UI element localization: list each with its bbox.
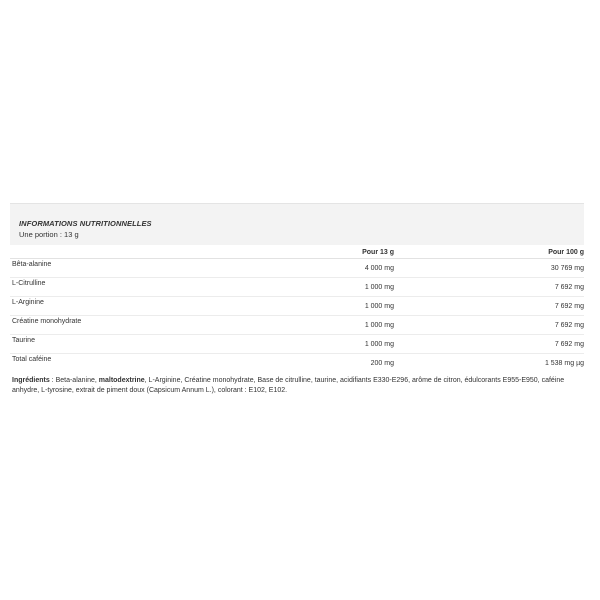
table-row — [10, 335, 584, 354]
value-per-portion: 1 000 mg — [364, 284, 394, 291]
value-per-portion: 1 000 mg — [364, 341, 394, 348]
value-per-100g: 1 538 mg µg — [544, 360, 584, 367]
value-per-100g: 30 769 mg — [550, 265, 584, 272]
nutrient-name: Taurine — [12, 337, 35, 344]
column-header-portion: Pour 13 g — [362, 249, 394, 256]
ingredients-label: Ingrédients — [12, 377, 50, 384]
nutrition-table — [10, 245, 584, 372]
portion-size: Une portion : 13 g — [19, 230, 79, 239]
value-per-portion: 200 mg — [370, 360, 394, 367]
column-header-100g: Pour 100 g — [548, 249, 584, 256]
nutrition-section — [10, 203, 584, 396]
table-row — [10, 259, 584, 278]
nutrition-header — [10, 203, 584, 245]
table-header — [10, 245, 584, 259]
table-row — [10, 316, 584, 335]
value-per-100g: 7 692 mg — [554, 341, 584, 348]
nutrition-title: INFORMATIONS NUTRITIONNELLES — [19, 219, 152, 228]
value-per-100g: 7 692 mg — [554, 322, 584, 329]
value-per-portion: 4 000 mg — [364, 265, 394, 272]
ingredients-part-2: , L-Arginine, Créatine monohydrate, Base de citrulline, taurine, acidifiants E330-E296, arôme de citron, édulcorants E955-E950, caféine anhydre, L-tyrosine, extrait de piment doux (Capsicum Annum L.), colorant : E102, E102. — [12, 377, 565, 394]
table-row — [10, 354, 584, 372]
nutrient-name: L-Citrulline — [12, 280, 46, 287]
table-row — [10, 278, 584, 297]
ingredients-highlight: maltodextrine — [98, 377, 145, 384]
nutrient-name: Total caféine — [12, 356, 52, 363]
value-per-portion: 1 000 mg — [364, 322, 394, 329]
nutrient-name: Créatine monohydrate — [12, 318, 82, 325]
table-row — [10, 297, 584, 316]
nutrient-name: Bêta-alanine — [12, 261, 52, 268]
ingredients-text — [10, 372, 584, 396]
nutrient-name: L-Arginine — [12, 299, 44, 306]
value-per-100g: 7 692 mg — [554, 284, 584, 291]
value-per-100g: 7 692 mg — [554, 303, 584, 310]
ingredients-part-1: : Beta-alanine, — [49, 377, 99, 384]
value-per-portion: 1 000 mg — [364, 303, 394, 310]
